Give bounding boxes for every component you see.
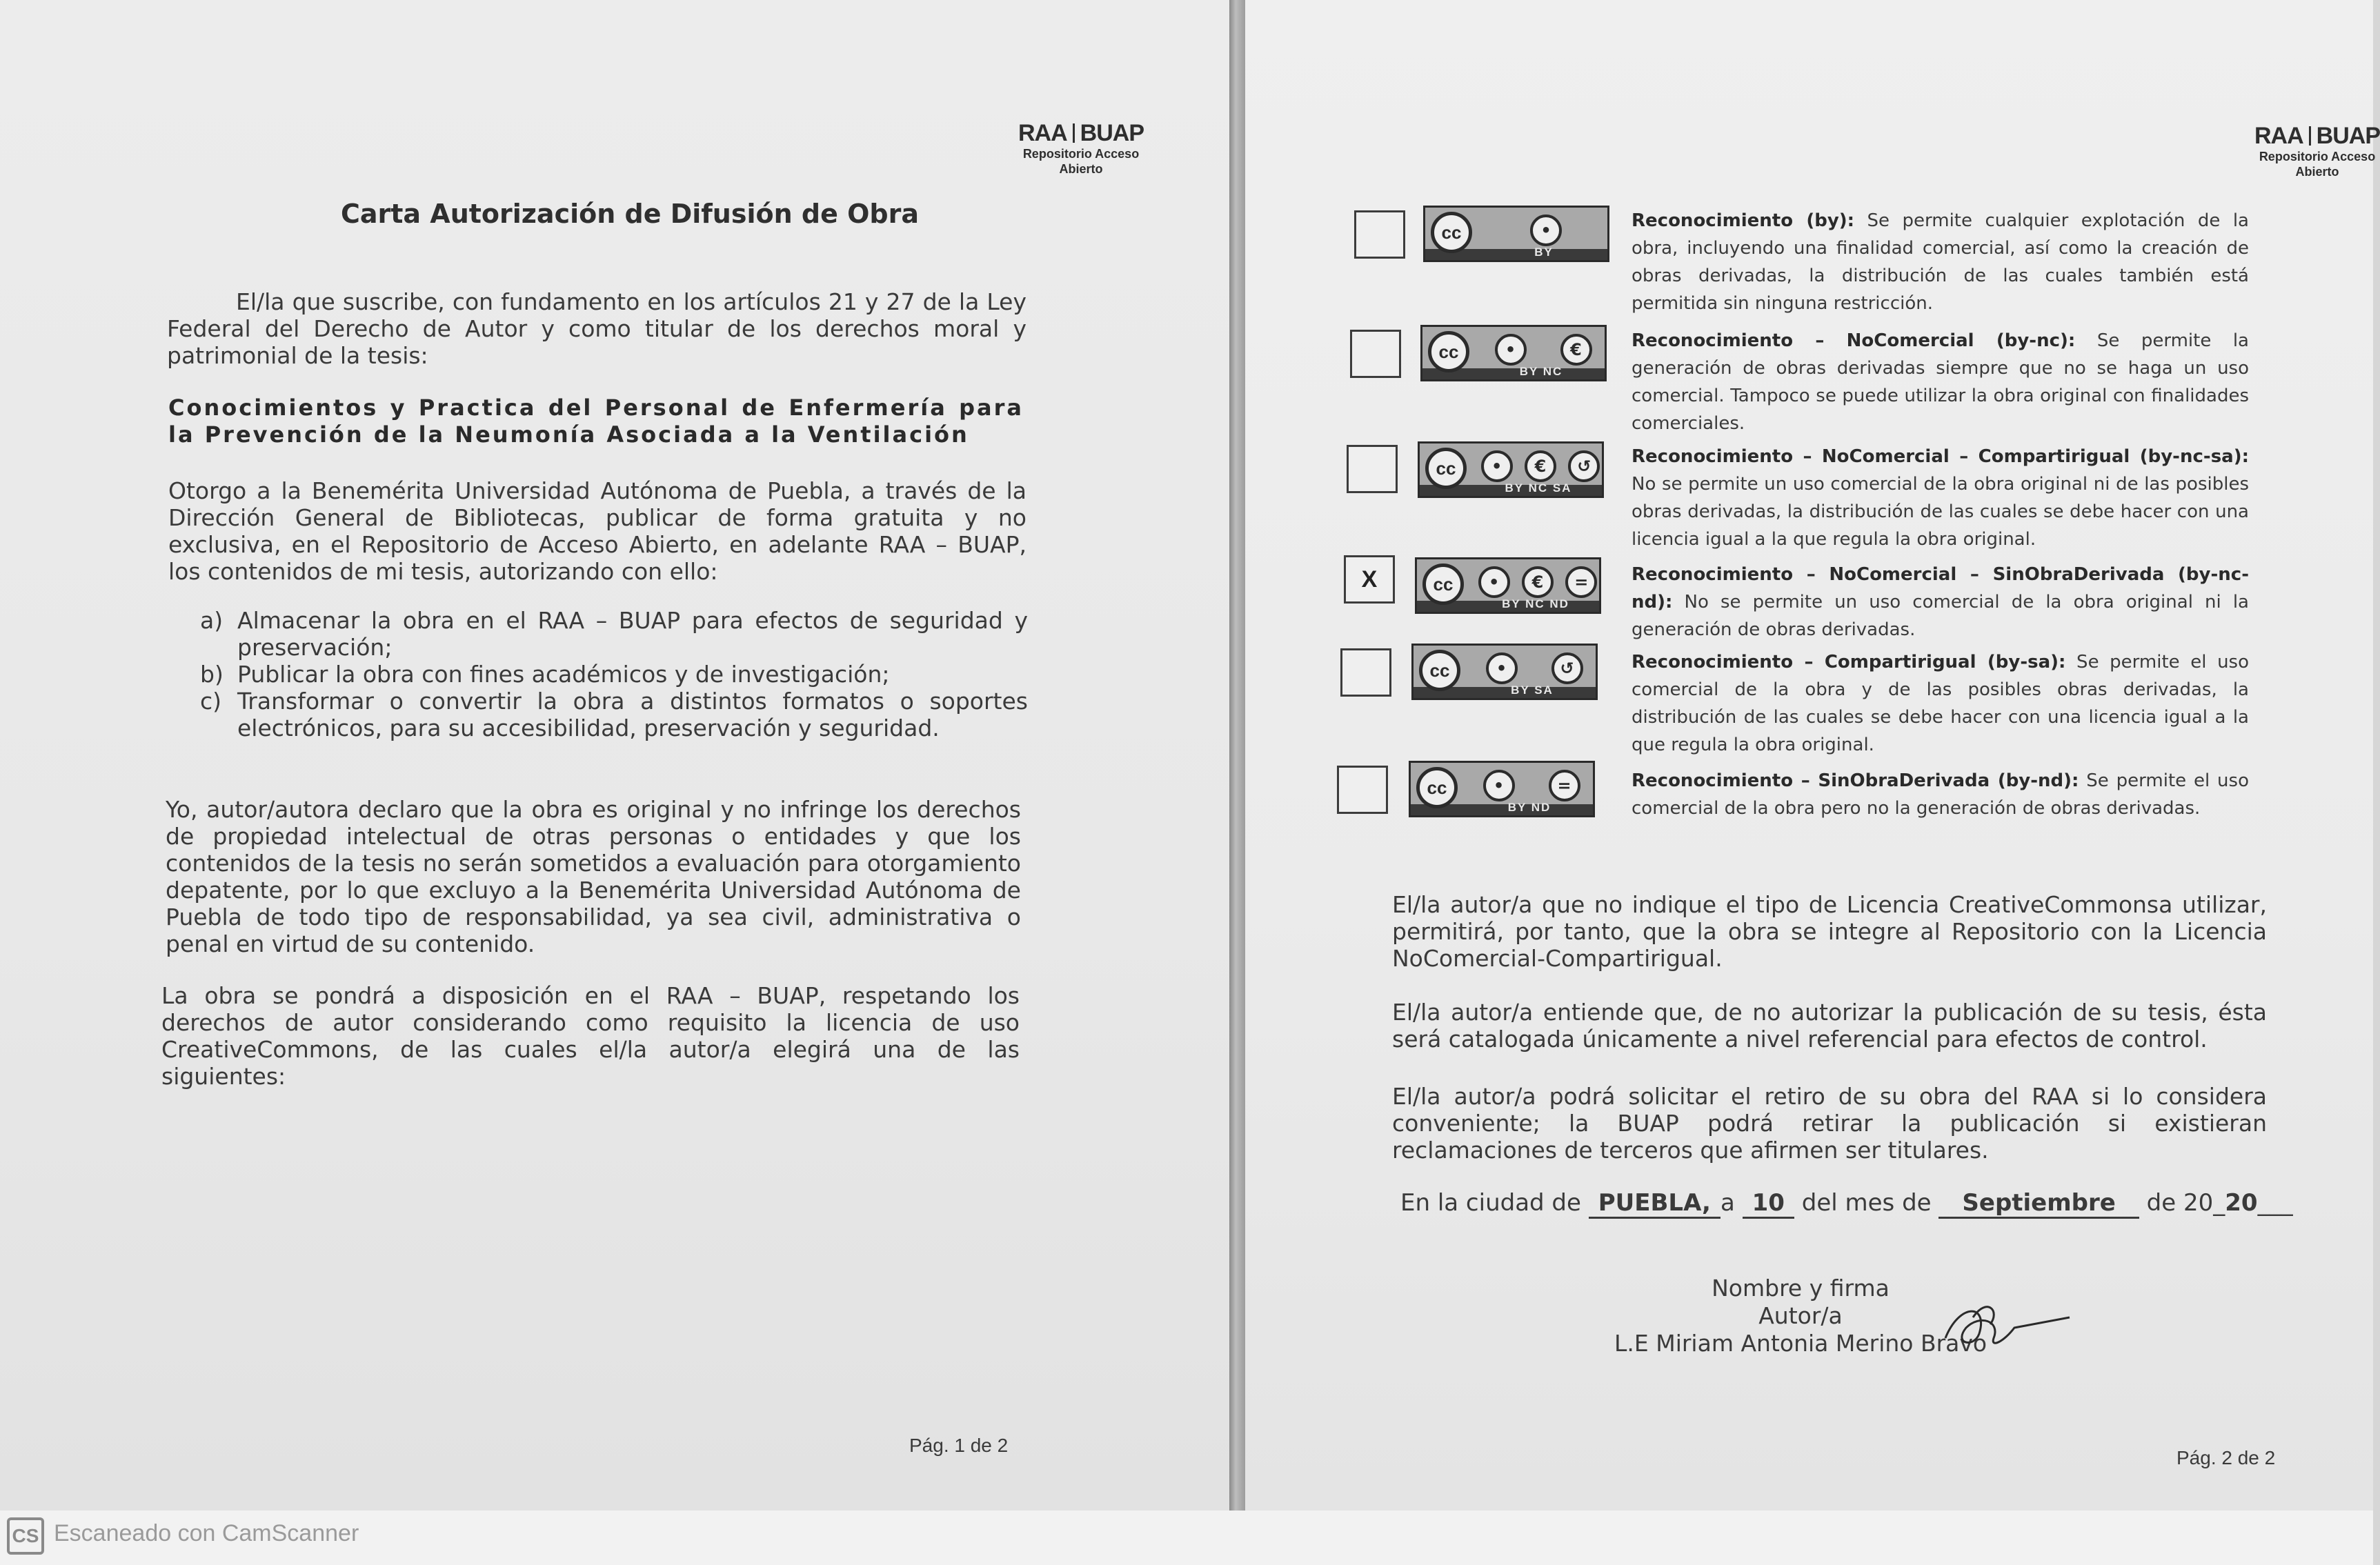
declaration-paragraph: Yo, autor/autora declaro que la obra es original y no infringe los derechos de propiedad intelectual de otras personas o entidades y que los contenidos de la tesis no serán sometidos a evaluación para otorgamiento depatente, por lo que excluyo a la Benemérita Universidad Autónoma de Puebla de todo tipo de responsabilidad, ya sea civil, administrativa o penal en virtud de su contenido. bbox=[166, 796, 1021, 957]
raa-buap-logo bbox=[1018, 121, 1144, 175]
withdraw-note: El/la autor/a podrá solicitar el retiro de su obra del RAA si lo considera conveniente; la BUAP podrá retirar la publicación si existieran reclamaciones de terceros que afirmen ser titulares. bbox=[1392, 1083, 2267, 1164]
camscanner-watermark: Escaneado con CamScanner bbox=[54, 1520, 359, 1546]
cc-license-badge bbox=[1423, 206, 1609, 262]
cc-license-badge bbox=[1409, 761, 1595, 817]
badge-code-label: BY NC bbox=[1519, 365, 1563, 378]
license-checkbox[interactable] bbox=[1350, 330, 1401, 378]
cc-license-badge bbox=[1415, 557, 1601, 614]
creative-commons-icon: cc bbox=[1419, 650, 1460, 691]
no-commercial-icon: € bbox=[1560, 334, 1592, 366]
license-checkbox[interactable] bbox=[1354, 210, 1405, 259]
camscanner-logo: CS bbox=[7, 1517, 44, 1555]
signature-label: Nombre y firma bbox=[1712, 1275, 1890, 1302]
month-field: Septiembre bbox=[1938, 1189, 2139, 1219]
person-icon: • bbox=[1495, 334, 1527, 366]
badge-code-label: BY SA bbox=[1511, 684, 1554, 697]
creative-commons-icon: cc bbox=[1416, 767, 1458, 808]
person-icon: • bbox=[1483, 770, 1515, 801]
authorization-list bbox=[200, 607, 1028, 741]
badge-code-label: BY bbox=[1534, 246, 1554, 259]
person-icon: • bbox=[1486, 652, 1518, 684]
cc-license-badge bbox=[1418, 441, 1604, 498]
badge-code-label: BY NC ND bbox=[1502, 597, 1569, 610]
license-description: Reconocimiento – NoComercial (by-nc): Se permite la generación de obras derivadas siempre que no se haga un uso comercial. Tampoco se puede utilizar la obra original con finalidades comerciales. bbox=[1632, 330, 2249, 434]
license-checkbox[interactable] bbox=[1337, 766, 1388, 814]
license-checkbox[interactable] bbox=[1340, 648, 1391, 697]
day-field: 10 bbox=[1743, 1189, 1794, 1219]
person-icon: • bbox=[1530, 215, 1562, 246]
page-number: Pág. 2 de 2 bbox=[2176, 1447, 2276, 1468]
reference-note: El/la autor/a entiende que, de no autorizar la publicación de su tesis, ésta será catalogada únicamente a nivel referencial para efectos de control. bbox=[1392, 999, 2267, 1053]
logo-subtitle: Repositorio Acceso bbox=[1022, 147, 1140, 161]
no-commercial-icon: € bbox=[1522, 566, 1554, 598]
no-commercial-icon: € bbox=[1525, 450, 1556, 482]
share-alike-icon: ↺ bbox=[1551, 652, 1583, 684]
list-item: b) Publicar la obra con fines académicos y de investigación; bbox=[200, 661, 890, 688]
license-description: Reconocimiento – NoComercial – Compartirigual (by-nc-sa): No se permite un uso comercial de la obra original ni de las posibles obras derivadas, la distribución de las cuales se debe hacer con una licencia igual a la que regula la obra original. bbox=[1632, 446, 2249, 550]
license-checkbox[interactable]: X bbox=[1344, 555, 1395, 604]
author-name: L.E Miriam Antonia Merino Bravo bbox=[1614, 1330, 1987, 1357]
logo-subtitle-2: Abierto bbox=[1059, 162, 1103, 176]
year-field: 20 bbox=[2225, 1189, 2258, 1217]
license-description: Reconocimiento – SinObraDerivada (by-nd): Se permite el uso comercial de la obra pero no la generación de obras derivadas. bbox=[1632, 770, 2249, 819]
handwritten-signature bbox=[1938, 1290, 2076, 1366]
badge-code-label: BY ND bbox=[1507, 801, 1551, 814]
no-derivatives-icon: = bbox=[1565, 566, 1597, 598]
thesis-title: Conocimientos y Practica del Personal de Enfermería para la Prevención de la Neumonía Asociada a la Ventilación bbox=[168, 395, 1024, 448]
license-name: Reconocimiento – Compartirigual (by-sa): bbox=[1632, 652, 2066, 672]
intro-paragraph: El/la que suscribe, con fundamento en los artículos 21 y 27 de la Ley Federal del Derecho de Autor y como titular de los derechos moral y patrimonial de la tesis: bbox=[167, 288, 1027, 369]
logo-subtitle: Repositorio Acceso bbox=[2259, 150, 2376, 163]
document-title: Carta Autorización de Difusión de Obra bbox=[341, 199, 919, 229]
creative-commons-icon: cc bbox=[1428, 331, 1469, 372]
no-derivatives-icon: = bbox=[1549, 770, 1580, 801]
cc-license-badge bbox=[1420, 325, 1607, 381]
license-name: Reconocimiento – NoComercial (by-nc): bbox=[1632, 330, 2076, 351]
creative-commons-icon: cc bbox=[1431, 212, 1472, 253]
license-name: Reconocimiento – SinObraDerivada (by-nd): bbox=[1632, 770, 2079, 791]
document-page-1 bbox=[0, 0, 1229, 1511]
cc-license-badge bbox=[1411, 644, 1598, 700]
raa-buap-logo bbox=[2254, 124, 2380, 178]
city-field: PUEBLA, bbox=[1589, 1189, 1720, 1219]
share-alike-icon: ↺ bbox=[1568, 450, 1600, 482]
logo-subtitle-2: Abierto bbox=[2295, 165, 2339, 179]
person-icon: • bbox=[1481, 450, 1513, 482]
license-checkbox[interactable] bbox=[1347, 445, 1398, 493]
license-description: Reconocimiento – NoComercial – SinObraDerivada (by-nc-nd): No se permite un uso comercial de la obra original ni la generación de obras derivadas. bbox=[1632, 564, 2249, 640]
signature-role: Autor/a bbox=[1758, 1302, 1843, 1329]
availability-paragraph: La obra se pondrá a disposición en el RAA – BUAP, respetando los derechos de autor considerando como requisito la licencia de uso CreativeCommons, de las cuales el/la autor/a elegirá una de las siguientes: bbox=[161, 982, 1020, 1090]
default-license-note: El/la autor/a que no indique el tipo de Licencia CreativeCommonsa utilizar, permitirá, por tanto, que la obra se integre al Repositorio con la Licencia NoComercial-Compartirigual. bbox=[1392, 891, 2267, 972]
license-description: Reconocimiento (by): Se permite cualquier explotación de la obra, incluyendo una finalidad comercial, así como la creación de obras derivadas, la distribución de las cuales también está permitida sin ninguna restricción. bbox=[1632, 210, 2249, 314]
page-gutter bbox=[1229, 0, 1245, 1511]
badge-code-label: BY NC SA bbox=[1505, 481, 1572, 495]
logo-buap-text: BUAP bbox=[2316, 123, 2380, 149]
signature-block bbox=[1614, 1275, 1987, 1357]
license-name: Reconocimiento – NoComercial – SinObraDerivada (by-nc-nd): bbox=[1632, 564, 2249, 612]
city-date-line: En la ciudad de PUEBLA, a 10 del mes de Septiembre de 20_20___ bbox=[1400, 1189, 2293, 1217]
page-number: Pág. 1 de 2 bbox=[909, 1435, 1009, 1456]
license-description: Reconocimiento – Compartirigual (by-sa): Se permite el uso comercial de la obra y de las posibles obras derivadas, la distribución de las cuales se debe hacer con una licencia igual a la que regula la obra original. bbox=[1632, 652, 2250, 755]
license-name: Reconocimiento (by): bbox=[1632, 210, 1855, 231]
grant-paragraph: Otorgo a la Benemérita Universidad Autónoma de Puebla, a través de la Dirección General de Bibliotecas, publicar de forma gratuita y no exclusiva, en el Repositorio de Acceso Abierto, en adelante RAA – BUAP, los contenidos de mi tesis, autorizando con ello: bbox=[168, 477, 1027, 585]
logo-raa-text: RAA bbox=[2254, 123, 2303, 149]
list-item: c) Transformar o convertir la obra a distintos formatos o soportes electrónicos, para su accesibilidad, preservación y seguridad. bbox=[200, 688, 1028, 741]
person-icon: • bbox=[1478, 566, 1510, 598]
license-name: Reconocimiento – NoComercial – Compartirigual (by-nc-sa): bbox=[1632, 446, 2249, 467]
logo-raa-text: RAA bbox=[1018, 120, 1067, 146]
logo-buap-text: BUAP bbox=[1080, 120, 1144, 146]
creative-commons-icon: cc bbox=[1422, 564, 1464, 605]
list-item: a) Almacenar la obra en el RAA – BUAP para efectos de seguridad y preservación; bbox=[200, 607, 1028, 661]
creative-commons-icon: cc bbox=[1425, 448, 1467, 489]
